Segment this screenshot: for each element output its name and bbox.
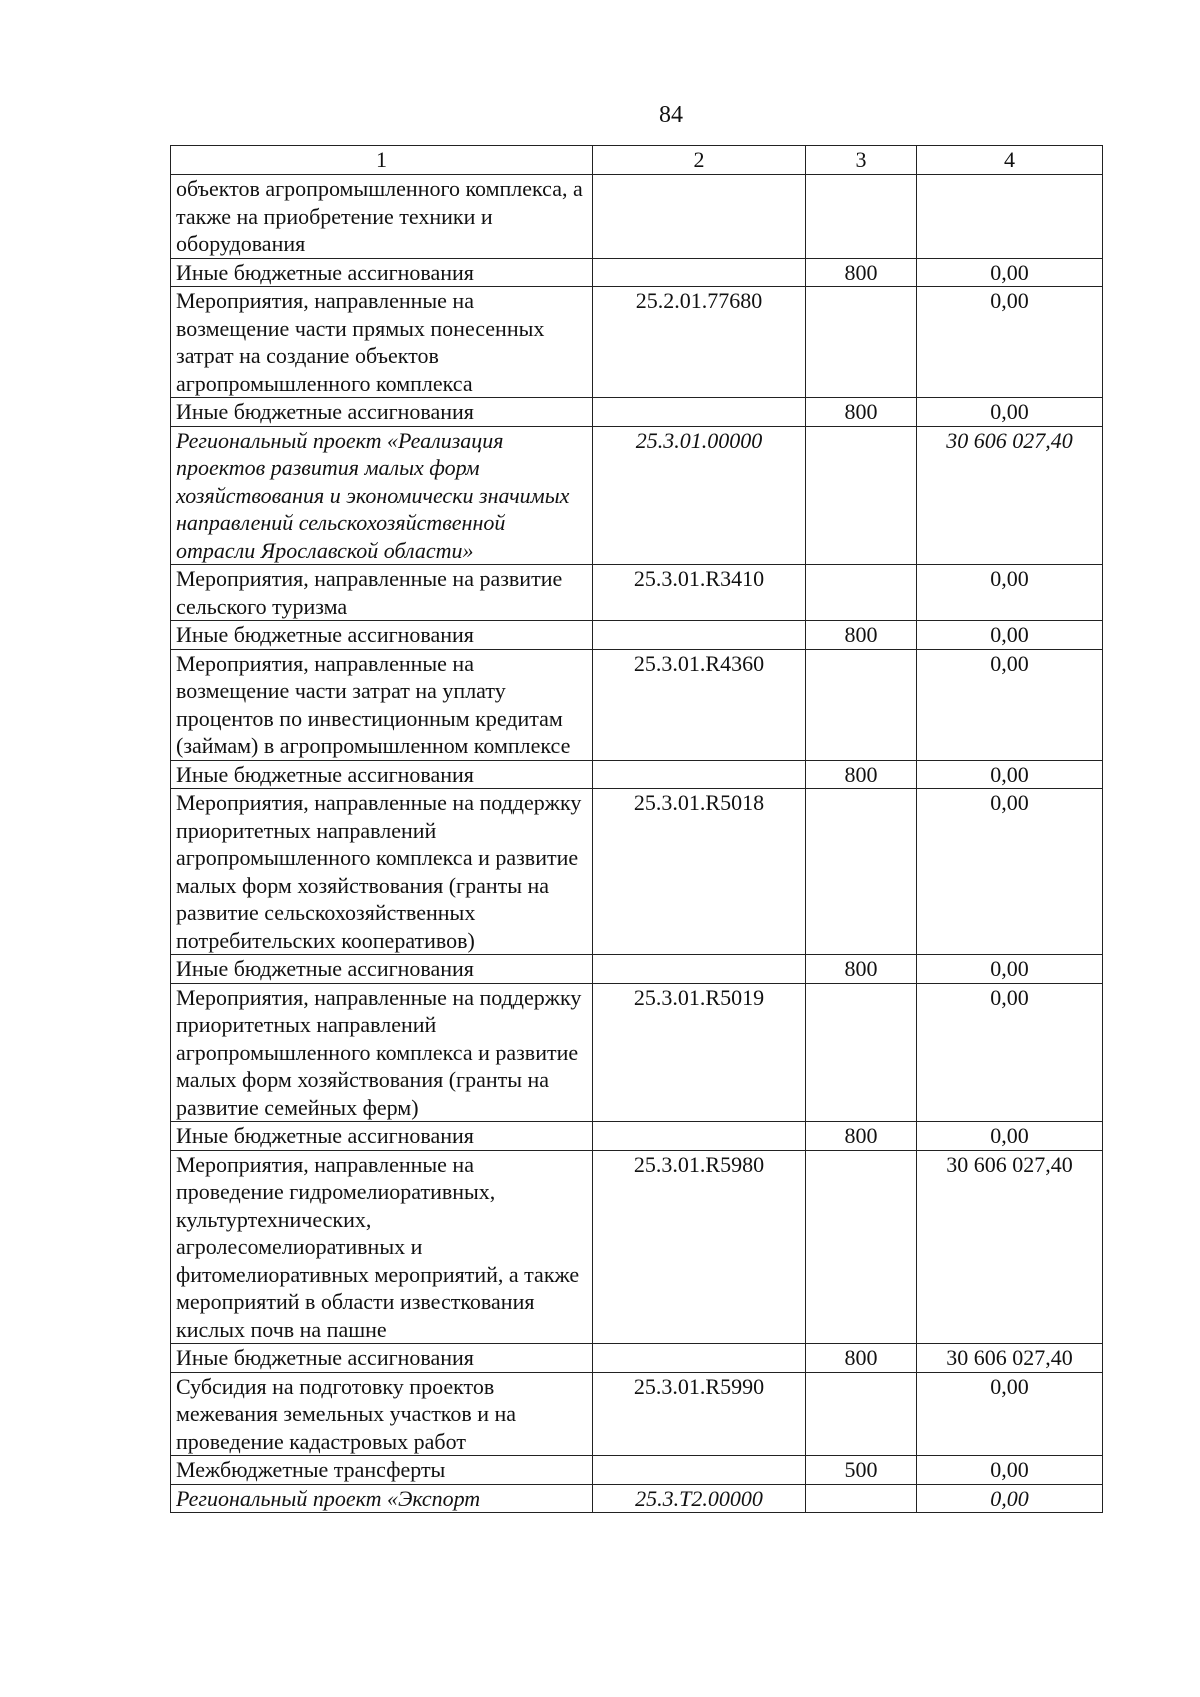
row-code-cell: 25.3.01.R5980: [593, 1150, 806, 1344]
table-row: [171, 983, 1103, 1122]
row-amount-cell: [917, 175, 1103, 259]
row-code-cell: 25.3.01.00000: [593, 426, 806, 565]
row-type-cell: [806, 1484, 917, 1513]
row-code-cell: [593, 1344, 806, 1373]
row-code-cell: [593, 955, 806, 984]
row-name-cell: объектов агропромышленного комплекса, а также на приобретение техники и оборудования: [171, 175, 593, 259]
table-row: [171, 1456, 1103, 1485]
row-amount-cell: 0,00: [917, 955, 1103, 984]
row-type-cell: 800: [806, 258, 917, 287]
row-code-cell: 25.3.01.R5018: [593, 789, 806, 955]
table-row: [171, 175, 1103, 259]
row-type-cell: [806, 983, 917, 1122]
row-type-cell: 800: [806, 1122, 917, 1151]
row-name-cell: Иные бюджетные ассигнования: [171, 621, 593, 650]
row-amount-cell: 0,00: [917, 789, 1103, 955]
row-type-cell: [806, 789, 917, 955]
row-name-cell: Иные бюджетные ассигнования: [171, 398, 593, 427]
row-amount-cell: 0,00: [917, 983, 1103, 1122]
row-code-cell: [593, 258, 806, 287]
row-name-cell: Иные бюджетные ассигнования: [171, 1344, 593, 1373]
table-row: [171, 1484, 1103, 1513]
table-row: [171, 1344, 1103, 1373]
row-type-cell: [806, 287, 917, 398]
table-header-row: [171, 146, 1103, 175]
row-type-cell: 800: [806, 760, 917, 789]
row-amount-cell: 0,00: [917, 258, 1103, 287]
column-header-1: 1: [171, 146, 593, 175]
table-row: [171, 287, 1103, 398]
row-name-cell: Межбюджетные трансферты: [171, 1456, 593, 1485]
table-row: [171, 398, 1103, 427]
row-type-cell: 800: [806, 398, 917, 427]
row-code-cell: 25.3.T2.00000: [593, 1484, 806, 1513]
row-code-cell: 25.3.01.R3410: [593, 565, 806, 621]
row-type-cell: [806, 175, 917, 259]
row-code-cell: [593, 398, 806, 427]
row-amount-cell: 0,00: [917, 649, 1103, 760]
table-row: [171, 1372, 1103, 1456]
row-code-cell: 25.3.01.R4360: [593, 649, 806, 760]
row-code-cell: 25.2.01.77680: [593, 287, 806, 398]
row-name-cell: Иные бюджетные ассигнования: [171, 955, 593, 984]
row-amount-cell: 0,00: [917, 760, 1103, 789]
row-name-cell: Мероприятия, направленные на проведение гидромелиоративных, культуртехнических, агролесомелиоративных и фитомелиоративных мероприятий, а также мероприятий в области известкования кислых почв на пашне: [171, 1150, 593, 1344]
row-code-cell: [593, 621, 806, 650]
table-row: [171, 565, 1103, 621]
table-row: [171, 955, 1103, 984]
row-type-cell: 800: [806, 1344, 917, 1373]
row-amount-cell: 30 606 027,40: [917, 426, 1103, 565]
table-row: [171, 621, 1103, 650]
row-type-cell: [806, 649, 917, 760]
row-type-cell: [806, 1150, 917, 1344]
row-name-cell: Мероприятия, направленные на поддержку приоритетных направлений агропромышленного комплекса и развитие малых форм хозяйствования (гранты на развитие сельскохозяйственных потребительских кооперативов): [171, 789, 593, 955]
row-amount-cell: 0,00: [917, 287, 1103, 398]
table-row: [171, 1150, 1103, 1344]
row-code-cell: [593, 175, 806, 259]
column-header-2: 2: [593, 146, 806, 175]
table-row: [171, 426, 1103, 565]
row-amount-cell: 0,00: [917, 1484, 1103, 1513]
row-amount-cell: 0,00: [917, 1372, 1103, 1456]
row-name-cell: Иные бюджетные ассигнования: [171, 1122, 593, 1151]
row-amount-cell: 30 606 027,40: [917, 1150, 1103, 1344]
row-name-cell: Мероприятия, направленные на развитие сельского туризма: [171, 565, 593, 621]
column-header-4: 4: [917, 146, 1103, 175]
row-name-cell: Региональный проект «Экспорт: [171, 1484, 593, 1513]
row-type-cell: 800: [806, 955, 917, 984]
row-name-cell: Мероприятия, направленные на возмещение части затрат на уплату процентов по инвестиционным кредитам (займам) в агропромышленном комплексе: [171, 649, 593, 760]
row-name-cell: Региональный проект «Реализация проектов развития малых форм хозяйствования и экономически значимых направлений сельскохозяйственной отрасли Ярославской области»: [171, 426, 593, 565]
row-amount-cell: 0,00: [917, 1122, 1103, 1151]
table-row: [171, 258, 1103, 287]
page-number: 84: [659, 102, 683, 128]
table-row: [171, 1122, 1103, 1151]
row-code-cell: 25.3.01.R5990: [593, 1372, 806, 1456]
row-name-cell: Иные бюджетные ассигнования: [171, 760, 593, 789]
row-code-cell: 25.3.01.R5019: [593, 983, 806, 1122]
row-amount-cell: 0,00: [917, 565, 1103, 621]
row-name-cell: Субсидия на подготовку проектов межевания земельных участков и на проведение кадастровых работ: [171, 1372, 593, 1456]
row-code-cell: [593, 760, 806, 789]
row-amount-cell: 0,00: [917, 621, 1103, 650]
table-row: [171, 649, 1103, 760]
row-amount-cell: 0,00: [917, 1456, 1103, 1485]
table-row: [171, 789, 1103, 955]
row-type-cell: 800: [806, 621, 917, 650]
budget-table: [170, 145, 1103, 1513]
row-amount-cell: 0,00: [917, 398, 1103, 427]
column-header-3: 3: [806, 146, 917, 175]
row-code-cell: [593, 1122, 806, 1151]
row-type-cell: [806, 1372, 917, 1456]
row-type-cell: [806, 565, 917, 621]
row-amount-cell: 30 606 027,40: [917, 1344, 1103, 1373]
row-type-cell: [806, 426, 917, 565]
table-row: [171, 760, 1103, 789]
row-name-cell: Мероприятия, направленные на поддержку приоритетных направлений агропромышленного комплекса и развитие малых форм хозяйствования (гранты на развитие семейных ферм): [171, 983, 593, 1122]
row-type-cell: 500: [806, 1456, 917, 1485]
row-name-cell: Иные бюджетные ассигнования: [171, 258, 593, 287]
row-name-cell: Мероприятия, направленные на возмещение части прямых понесенных затрат на создание объектов агропромышленного комплекса: [171, 287, 593, 398]
row-code-cell: [593, 1456, 806, 1485]
